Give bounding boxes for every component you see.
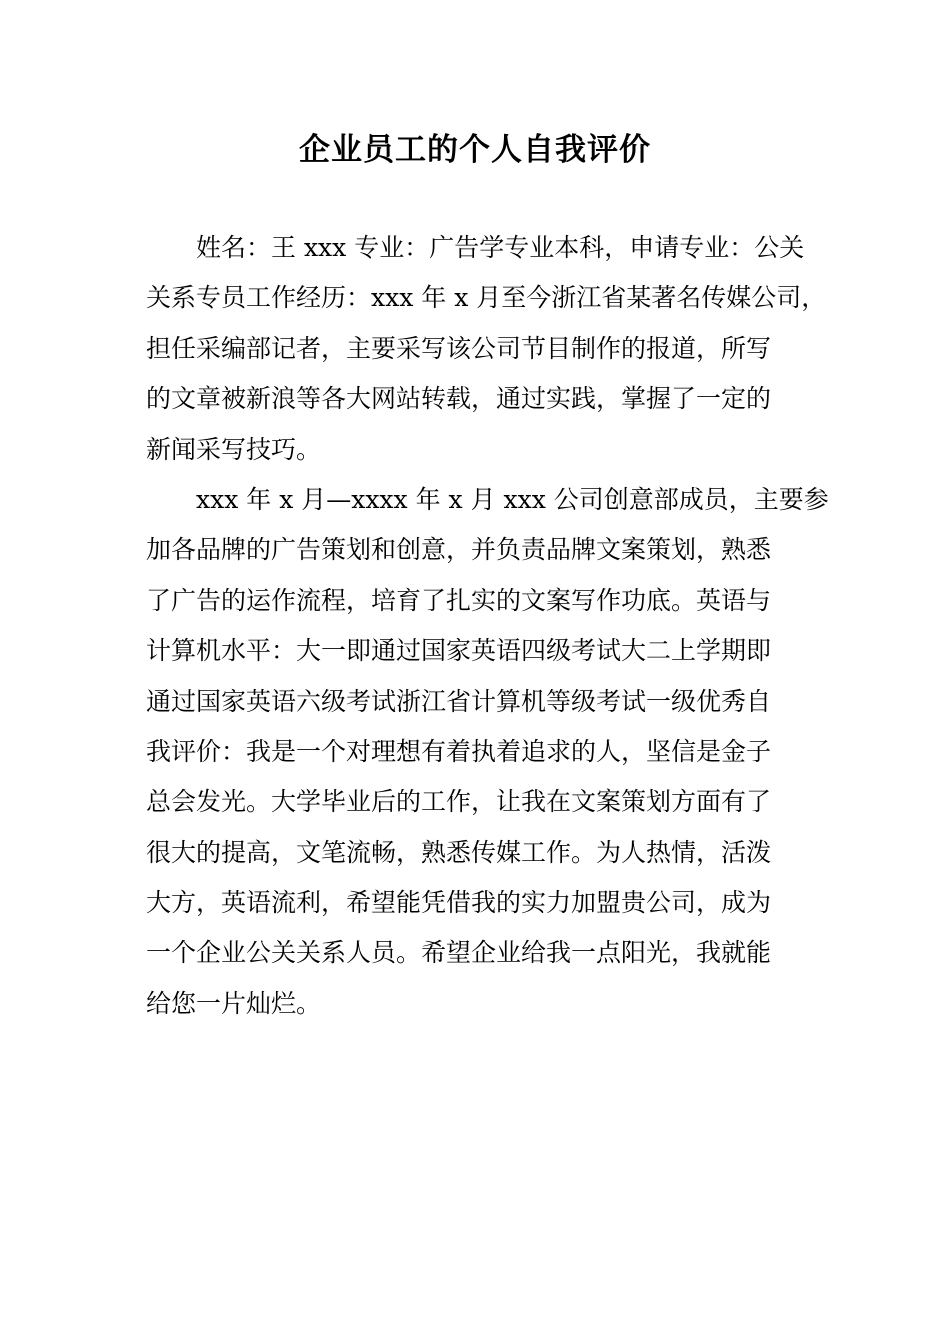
body-line: 关系专员工作经历：xxx 年 x 月至今浙江省某著名传媒公司， — [146, 283, 827, 313]
body-line: 新闻采写技巧。 — [146, 434, 322, 464]
body-line: 通过国家英语六级考试浙江省计算机等级考试一级优秀自 — [146, 686, 772, 716]
body-line: 很大的提高，文笔流畅，熟悉传媒工作。为人热情，活泼 — [146, 837, 772, 867]
body-line: 加各品牌的广告策划和创意，并负责品牌文案策划，熟悉 — [146, 535, 772, 565]
document-title: 企业员工的个人自我评价 — [299, 132, 651, 168]
body-line: 给您一片灿烂。 — [146, 988, 322, 1018]
document-body — [146, 223, 829, 1029]
body-line: 一个企业公关关系人员。希望企业给我一点阳光，我就能 — [146, 938, 772, 968]
body-line: 我评价：我是一个对理想有着执着追求的人，坚信是金子 — [146, 736, 772, 766]
body-line: 姓名：王 xxx 专业：广告学专业本科，申请专业：公关 — [196, 233, 805, 262]
body-line: 计算机水平：大一即通过国家英语四级考试大二上学期即 — [146, 636, 772, 666]
body-line: 的文章被新浪等各大网站转载，通过实践，掌握了一定的 — [146, 384, 772, 414]
body-line: xxx 年 x 月—xxxx 年 x 月 xxx 公司创意部成员，主要参 — [196, 484, 829, 514]
body-line: 了广告的运作流程，培育了扎实的文案写作功底。英语与 — [146, 585, 772, 615]
body-line: 总会发光。大学毕业后的工作，让我在文案策划方面有了 — [146, 787, 772, 817]
body-line: 大方，英语流利，希望能凭借我的实力加盟贵公司，成为 — [146, 888, 772, 918]
body-line: 担任采编部记者，主要采写该公司节目制作的报道，所写 — [146, 333, 772, 363]
